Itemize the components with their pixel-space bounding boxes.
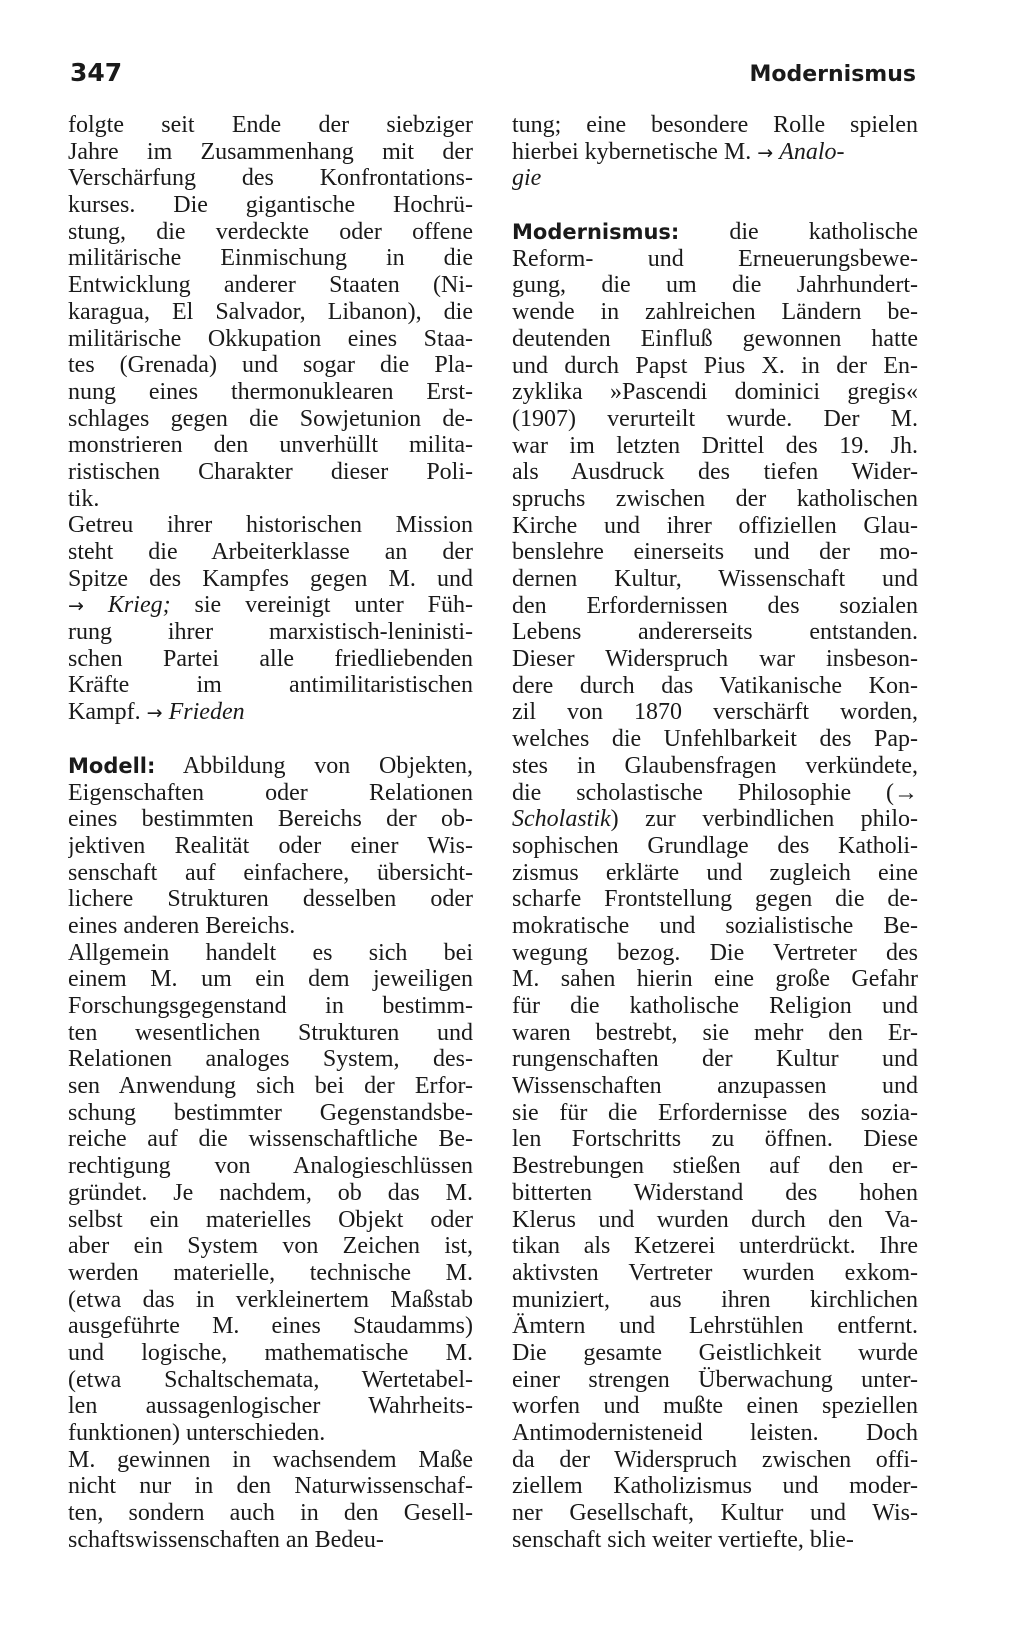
text-line: Forschungsgegenstand in bestimm- <box>68 993 473 1019</box>
text-line: war im letzten Drittel des 19. Jh. <box>512 432 918 459</box>
text-line: schen Partei alle friedliebenden <box>68 645 473 672</box>
text-line: Scholastik) zur verbindlichen philo- <box>512 806 918 833</box>
text-line: da der Widerspruch zwischen offi- <box>512 1446 918 1473</box>
text-line: Reform- und Erneuerungsbewe- <box>512 245 918 272</box>
text-line: senschaft sich weiter vertiefte, blie- <box>512 1526 854 1553</box>
text-line: für die katholische Religion und <box>512 993 918 1019</box>
text-line: steht die Arbeiterklasse an der <box>68 539 473 565</box>
left-column <box>68 112 473 1553</box>
text-line: tikan als Ketzerei unterdrückt. Ihre <box>512 1233 918 1260</box>
text-line: zismus erklärte und zugleich eine <box>512 859 918 886</box>
arrow-icon: → <box>757 141 780 164</box>
text-line: Modernismus: die katholische <box>512 219 918 246</box>
running-head: Modernismus <box>749 62 916 87</box>
text-line: Modell: Abbildung von Objekten, <box>68 752 473 779</box>
text-line: und logische, mathematische M. <box>68 1339 473 1366</box>
text-line: rungenschaften der Kultur und <box>512 1046 918 1073</box>
text-line: ner Gesellschaft, Kultur und Wis- <box>512 1500 918 1527</box>
text-line: len Fortschritts zu öffnen. Diese <box>512 1126 918 1153</box>
text-line: Wissenschaften anzupassen und <box>512 1073 918 1100</box>
text-line: Verschärfung des Konfrontations- <box>68 165 473 192</box>
text-line: scharfe Frontstellung gegen die de- <box>512 886 918 913</box>
text-line: Die gesamte Geistlichkeit wurde <box>512 1339 918 1366</box>
text-line: ziellem Katholizismus und moder- <box>512 1473 918 1500</box>
text-line: aktivsten Vertreter wurden exkom- <box>512 1259 918 1286</box>
text-line: militärische Okkupation eines Staa- <box>68 325 473 352</box>
page-number: 347 <box>70 58 123 87</box>
cross-reference: Scholastik <box>512 806 611 833</box>
text-line: spruchs zwischen der katholischen <box>512 485 918 512</box>
text-line: Kirche und ihrer offiziellen Glau- <box>512 512 918 539</box>
cross-reference: gie <box>512 165 542 192</box>
text-line: militärische Einmischung in die <box>68 245 473 272</box>
text-line: Antimodernisteneid leisten. Doch <box>512 1420 918 1446</box>
text-line: monstrieren den unverhüllt milita- <box>68 432 473 459</box>
text-line: Dieser Widerspruch war insbeson- <box>512 646 918 673</box>
text-line: (etwa das in verkleinertem Maßstab <box>68 1286 473 1313</box>
entry-separator <box>512 192 918 219</box>
text-line: einer strengen Überwachung unter- <box>512 1366 918 1393</box>
cross-reference: Frieden <box>168 699 245 726</box>
text-line: karagua, El Salvador, Libanon), die <box>68 298 473 325</box>
text-line: rung ihrer marxistisch-leninisti- <box>68 619 473 646</box>
text-line: (1907) verurteilt wurde. Der M. <box>512 405 918 432</box>
text-line: dere durch das Vatikanische Kon- <box>512 672 918 699</box>
text-line: wende in zahlreichen Ländern be- <box>512 299 918 326</box>
text-line: werden materielle, technische M. <box>68 1259 473 1286</box>
text-line: benslehre einerseits und der mo- <box>512 539 918 566</box>
text-line: jektiven Realität oder einer Wis- <box>68 832 473 859</box>
text-line: Getreu ihrer historischen Mission <box>68 512 473 539</box>
text-line: rechtigung von Analogieschlüssen <box>68 1153 473 1180</box>
text-line: die scholastische Philosophie (→ <box>512 779 918 806</box>
text-line: nung eines thermonuklearen Erst- <box>68 378 473 405</box>
text-line: stung, die verdeckte oder offene <box>68 218 473 245</box>
text-line: Entwicklung anderer Staaten (Ni- <box>68 272 473 299</box>
text-line: → Krieg; sie vereinigt unter Füh- <box>68 592 473 619</box>
text-line: dernen Kultur, Wissenschaft und <box>512 566 918 592</box>
text-line: und durch Papst Pius X. in der En- <box>512 352 918 379</box>
text-line: Klerus und wurden durch den Va- <box>512 1206 918 1233</box>
text-line: Bestrebungen stießen auf den er- <box>512 1153 918 1180</box>
text-line: Eigenschaften oder Relationen <box>68 779 473 806</box>
text-line: Allgemein handelt es sich bei <box>68 939 473 966</box>
text-line: Ämtern und Lehrstühlen entfernt. <box>512 1313 918 1340</box>
text-line: reiche auf die wissenschaftliche Be- <box>68 1126 473 1153</box>
text-line: eines anderen Bereichs. <box>68 912 296 939</box>
text-line: worfen und mußte einen speziellen <box>512 1393 918 1420</box>
text-line: (etwa Schaltschemata, Wertetabel- <box>68 1366 473 1393</box>
text-line: gründet. Je nachdem, ob das M. <box>68 1179 473 1206</box>
text-line: zil von 1870 verschärft worden, <box>512 699 918 726</box>
cross-reference: Analo- <box>779 138 845 165</box>
text-line: mokratische und sozialistische Be- <box>512 912 918 939</box>
text-line: Spitze des Kampfes gegen M. und <box>68 565 473 592</box>
right-column <box>512 112 918 1553</box>
text-line: schung bestimmter Gegenstandsbe- <box>68 1099 473 1126</box>
arrow-icon: → <box>146 702 169 725</box>
text-line: M. sahen hierin eine große Gefahr <box>512 966 918 993</box>
text-line: tes (Grenada) und sogar die Pla- <box>68 352 473 379</box>
text-line: nicht nur in den Naturwissenschaf- <box>68 1473 473 1500</box>
text-line: schaftswissenschaften an Bedeu- <box>68 1526 384 1553</box>
text-line: sie für die Erfordernisse des sozia- <box>512 1099 918 1126</box>
text-line: Kampf. → Frieden <box>68 699 245 726</box>
arrow-icon: → <box>68 595 108 618</box>
text-line: sen Anwendung sich bei der Erfor- <box>68 1073 473 1100</box>
text-line: als Ausdruck des tiefen Wider- <box>512 459 918 486</box>
text-line: Lebens andererseits entstanden. <box>512 619 918 646</box>
text-line: ten, sondern auch in den Gesell- <box>68 1500 473 1527</box>
text-line: lichere Strukturen desselben oder <box>68 886 473 913</box>
text-line: bitterten Widerstand des hohen <box>512 1179 918 1206</box>
text-line: tung; eine besondere Rolle spielen <box>512 112 918 138</box>
text-line: ristischen Charakter dieser Poli- <box>68 458 473 485</box>
text-line: Relationen analoges System, des- <box>68 1046 473 1073</box>
text-line: funktionen) unterschieden. <box>68 1420 326 1446</box>
text-line <box>512 165 918 192</box>
text-line: tik. <box>68 485 100 512</box>
text-line: hierbei kybernetische M. → Analo- <box>512 138 845 165</box>
text-line: zyklika »Pascendi dominici gregis« <box>512 379 918 406</box>
text-line: sophischen Grundlage des Katholi- <box>512 832 918 859</box>
text-line: len aussagenlogischer Wahrheits- <box>68 1393 473 1420</box>
text-line: stes in Glaubensfragen verkündete, <box>512 752 918 779</box>
text-line: gung, die um die Jahrhundert- <box>512 272 918 299</box>
entry-headword: Modell: <box>68 753 156 778</box>
text-line: den Erfordernissen des sozialen <box>512 592 918 619</box>
entry-headword: Modernismus: <box>512 220 680 245</box>
text-line: aber ein System von Zeichen ist, <box>68 1233 473 1260</box>
text-line: welches die Unfehlbarkeit des Pap- <box>512 726 918 753</box>
text-line: M. gewinnen in wachsendem Maße <box>68 1446 473 1473</box>
text-line: folgte seit Ende der siebziger <box>68 112 473 138</box>
entry-separator <box>68 726 473 753</box>
text-line: kurses. Die gigantische Hochrü- <box>68 192 473 219</box>
text-line: schlages gegen die Sowjetunion de- <box>68 405 473 432</box>
text-line: senschaft auf einfachere, übersicht- <box>68 859 473 886</box>
text-line: ausgeführte M. eines Staudamms) <box>68 1313 473 1340</box>
text-line: muniziert, aus ihren kirchlichen <box>512 1286 918 1313</box>
text-line: eines bestimmten Bereichs der ob- <box>68 806 473 833</box>
text-line: einem M. um ein dem jeweiligen <box>68 966 473 993</box>
text-line: wegung bezog. Die Vertreter des <box>512 939 918 966</box>
text-line: ten wesentlichen Strukturen und <box>68 1019 473 1046</box>
cross-reference: Krieg; <box>107 592 171 619</box>
text-line: Kräfte im antimilitaristischen <box>68 672 473 699</box>
text-line: selbst ein materielles Objekt oder <box>68 1206 473 1233</box>
text-line: waren bestrebt, sie mehr den Er- <box>512 1019 918 1046</box>
text-line: deutenden Einfluß gewonnen hatte <box>512 325 918 352</box>
text-line: Jahre im Zusammenhang mit der <box>68 138 473 165</box>
